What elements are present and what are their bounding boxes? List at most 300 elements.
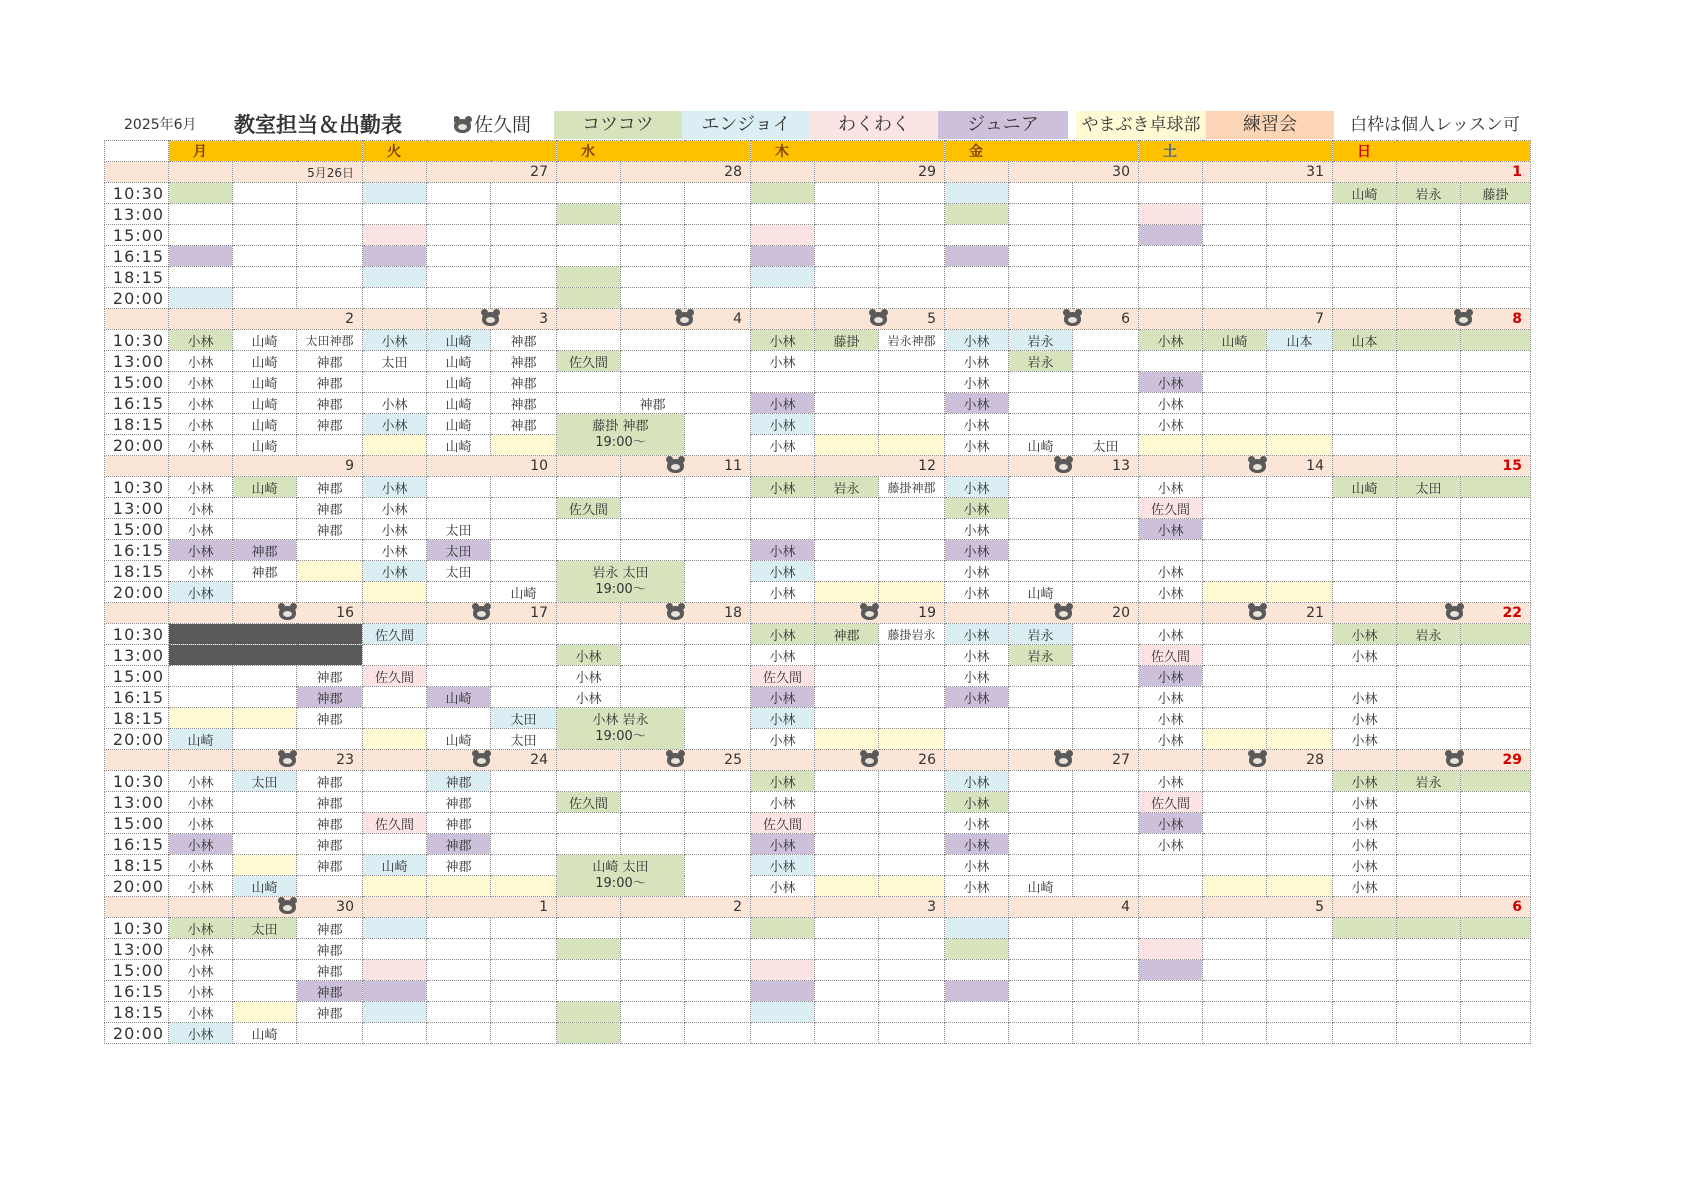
slot-cell [815, 267, 879, 288]
slot-cell [685, 351, 751, 372]
date-number: 4 [1121, 899, 1130, 915]
bear-slot [751, 162, 815, 183]
slot-cell [1397, 204, 1461, 225]
slot-cell [1461, 225, 1531, 246]
date-cell [815, 456, 945, 477]
time-row [105, 813, 1531, 834]
staff-name: 小林 [963, 796, 990, 812]
date-cell [1203, 162, 1333, 183]
slot-cell [1073, 687, 1139, 708]
slot-cell [1203, 204, 1267, 225]
slot-cell [815, 414, 879, 435]
slot-cell [879, 834, 945, 855]
slot-cell [751, 1023, 815, 1044]
date-cell [427, 897, 557, 918]
staff-name: 神郡 [445, 796, 472, 812]
bear-slot [363, 603, 427, 624]
slot-cell [491, 834, 557, 855]
staff-name: 神郡 [251, 565, 278, 581]
slot-cell [685, 330, 751, 351]
slot-cell [1267, 414, 1333, 435]
slot-cell [815, 708, 879, 729]
slot-cell [1461, 813, 1531, 834]
slot-cell [169, 813, 233, 834]
staff-name: 小林 [187, 397, 214, 413]
bear-slot [1139, 603, 1203, 624]
slot-cell [1073, 372, 1139, 393]
slot-cell [1461, 288, 1531, 309]
slot-cell [685, 183, 751, 204]
slot-cell [1333, 813, 1397, 834]
slot-cell [297, 876, 363, 897]
slot-cell [1139, 540, 1203, 561]
slot-cell [685, 498, 751, 519]
bear-slot [169, 750, 233, 771]
slot-cell [751, 519, 815, 540]
date-cell [1203, 897, 1333, 918]
slot-cell [685, 246, 751, 267]
slot-cell [557, 1023, 621, 1044]
slot-cell [1267, 351, 1333, 372]
slot-cell [1461, 855, 1531, 876]
slot-cell [945, 771, 1009, 792]
slot-cell [1073, 351, 1139, 372]
slot-cell [363, 834, 427, 855]
slot-cell [1073, 960, 1139, 981]
slot-cell [1073, 876, 1139, 897]
slot-cell [1203, 477, 1267, 498]
date-cell [815, 897, 945, 918]
weekday-5: 金 [945, 141, 1139, 162]
slot-cell [1139, 414, 1203, 435]
slot-cell [1267, 540, 1333, 561]
slot-cell [621, 540, 685, 561]
time-label: 13:00 [105, 939, 169, 960]
slot-cell [297, 582, 363, 603]
slot-cell [1203, 540, 1267, 561]
slot-cell [427, 204, 491, 225]
time-row [105, 330, 1531, 351]
slot-cell [1009, 267, 1073, 288]
staff-name: 小林 [963, 691, 990, 707]
time-label: 15:00 [105, 372, 169, 393]
time-row [105, 855, 1531, 876]
slot-cell [1267, 624, 1333, 645]
bear-slot [169, 603, 233, 624]
slot-cell [427, 981, 491, 1002]
slot-cell [1009, 876, 1073, 897]
staff-name: 神郡 [316, 859, 343, 875]
slot-cell [233, 414, 297, 435]
slot-cell [233, 918, 297, 939]
slot-cell [1461, 393, 1531, 414]
staff-name: 神郡 [445, 817, 472, 833]
date-cell [1397, 750, 1531, 771]
slot-cell [297, 330, 363, 351]
bear-slot [557, 456, 621, 477]
date-number: 2 [345, 311, 354, 327]
slot-cell [1073, 498, 1139, 519]
slot-cell [169, 330, 233, 351]
staff-name: 小林 [187, 376, 214, 392]
slot-cell [363, 246, 427, 267]
slot-cell [621, 393, 685, 414]
date-cell [621, 309, 751, 330]
date-cell [621, 456, 751, 477]
slot-cell [1139, 729, 1203, 750]
slot-cell [233, 393, 297, 414]
slot-cell [1203, 225, 1267, 246]
slot-cell [685, 519, 751, 540]
staff-name: 小林 [769, 334, 796, 350]
slot-cell [1397, 645, 1461, 666]
slot-cell [491, 183, 557, 204]
staff-name: 小林 [187, 586, 214, 602]
slot-cell [557, 351, 621, 372]
slot-cell [945, 1002, 1009, 1023]
slot-cell [815, 225, 879, 246]
slot-cell [233, 204, 297, 225]
staff-name: 神郡 [639, 397, 666, 413]
slot-cell [1203, 708, 1267, 729]
slot-cell [1203, 981, 1267, 1002]
slot-cell [1139, 204, 1203, 225]
staff-name: 小林 [963, 838, 990, 854]
time-label: 18:15 [105, 561, 169, 582]
slot-cell [815, 561, 879, 582]
slot-cell [879, 792, 945, 813]
slot-cell [1267, 372, 1333, 393]
slot-cell [297, 855, 363, 876]
slot-cell [1397, 225, 1461, 246]
event-line-2: 19:00〜 [595, 581, 646, 597]
slot-cell [169, 246, 233, 267]
slot-cell [1267, 267, 1333, 288]
date-number: 4 [733, 311, 742, 327]
bear-icon [667, 459, 684, 473]
slot-cell [621, 330, 685, 351]
bear-icon [482, 312, 499, 326]
slot-cell [1397, 393, 1461, 414]
bear-slot [1139, 456, 1203, 477]
slot-cell [363, 288, 427, 309]
staff-name: 小林 [963, 775, 990, 791]
slot-cell [1461, 1023, 1531, 1044]
staff-name: 佐久間 [568, 796, 608, 812]
staff-name: 神郡 [316, 943, 343, 959]
slot-cell [491, 246, 557, 267]
time-label: 15:00 [105, 960, 169, 981]
bear-icon [279, 606, 296, 620]
time-label: 20:00 [105, 876, 169, 897]
slot-cell [297, 540, 363, 561]
slot-cell [685, 288, 751, 309]
date-number: 28 [1306, 752, 1324, 768]
slot-cell [685, 225, 751, 246]
date-cell [427, 162, 557, 183]
bear-icon [1446, 606, 1463, 620]
bear-slot [363, 750, 427, 771]
slot-cell [1073, 414, 1139, 435]
staff-name: 山崎 [1027, 880, 1054, 896]
slot-cell [879, 876, 945, 897]
slot-cell [1009, 918, 1073, 939]
time-row [105, 561, 1531, 582]
slot-cell [879, 372, 945, 393]
bear-slot [751, 750, 815, 771]
staff-name: 太田 [1092, 439, 1119, 455]
slot-cell [621, 771, 685, 792]
staff-name: 太田 [1415, 481, 1442, 497]
slot-cell [1073, 981, 1139, 1002]
staff-name: 太田神郡 [305, 333, 354, 348]
staff-name: 小林 [1157, 733, 1184, 749]
time-row [105, 876, 1531, 897]
slot-cell [1397, 351, 1461, 372]
staff-name: 神郡 [316, 502, 343, 518]
staff-name: 山本 [1286, 334, 1313, 350]
slot-cell [1009, 372, 1073, 393]
date-number: 29 [918, 164, 936, 180]
slot-cell [1267, 435, 1333, 456]
slot-cell [427, 414, 491, 435]
staff-name: 神郡 [445, 838, 472, 854]
time-row [105, 288, 1531, 309]
slot-cell [621, 981, 685, 1002]
staff-name: 神郡 [316, 397, 343, 413]
slot-cell [815, 498, 879, 519]
staff-name: 小林 [187, 334, 214, 350]
slot-cell [363, 477, 427, 498]
slot-cell [233, 1023, 297, 1044]
staff-name: 山崎 [251, 376, 278, 392]
slot-cell [751, 246, 815, 267]
time-row [105, 204, 1531, 225]
staff-name: 小林 [381, 397, 408, 413]
slot-cell [621, 519, 685, 540]
slot-cell [1139, 330, 1203, 351]
slot-cell [169, 666, 233, 687]
bear-slot [169, 162, 233, 183]
slot-cell [945, 393, 1009, 414]
staff-name: 小林 [963, 439, 990, 455]
slot-cell [879, 771, 945, 792]
staff-name: 藤掛神郡 [887, 480, 936, 495]
date-number: 25 [724, 752, 742, 768]
date-number: 6 [1512, 899, 1522, 915]
slot-cell [1333, 792, 1397, 813]
slot-cell [297, 519, 363, 540]
slot-cell [1073, 183, 1139, 204]
slot-cell [427, 519, 491, 540]
slot-cell [1139, 834, 1203, 855]
slot-cell [169, 519, 233, 540]
staff-name: 太田 [445, 565, 472, 581]
slot-cell [233, 267, 297, 288]
slot-cell [945, 288, 1009, 309]
slot-cell [815, 918, 879, 939]
staff-name: 小林 [1351, 775, 1378, 791]
slot-cell [879, 435, 945, 456]
bear-slot [557, 162, 621, 183]
staff-name: 佐久間 [762, 817, 802, 833]
slot-cell [751, 351, 815, 372]
slot-cell [1267, 666, 1333, 687]
slot-cell [427, 1023, 491, 1044]
slot-cell [1397, 540, 1461, 561]
slot-cell [945, 267, 1009, 288]
slot-cell [1073, 1002, 1139, 1023]
slot-cell [621, 645, 685, 666]
slot-cell [297, 225, 363, 246]
slot-cell [1009, 834, 1073, 855]
slot-cell [297, 813, 363, 834]
slot-cell [621, 792, 685, 813]
staff-name: 小林 [769, 838, 796, 854]
date-number: 1 [1512, 164, 1522, 180]
slot-cell [1397, 666, 1461, 687]
slot-cell [685, 792, 751, 813]
slot-cell [1461, 540, 1531, 561]
slot-cell [815, 666, 879, 687]
slot-cell [233, 225, 297, 246]
slot-cell [1009, 225, 1073, 246]
date-cell [1009, 456, 1139, 477]
slot-cell [427, 225, 491, 246]
date-cell [1009, 897, 1139, 918]
slot-cell [1267, 1023, 1333, 1044]
slot-cell [1333, 876, 1397, 897]
staff-name: 山崎 [1027, 586, 1054, 602]
slot-cell [1073, 918, 1139, 939]
bear-icon [1446, 753, 1463, 767]
slot-cell [363, 540, 427, 561]
slot-cell [1397, 687, 1461, 708]
slot-cell [169, 1023, 233, 1044]
slot-cell [363, 225, 427, 246]
staff-name: 小林 [769, 649, 796, 665]
slot-cell [169, 393, 233, 414]
time-row [105, 1023, 1531, 1044]
staff-name: 神郡 [316, 964, 343, 980]
staff-name: 小林 [1157, 397, 1184, 413]
staff-name: 小林 [1157, 334, 1184, 350]
staff-name: 小林 [187, 502, 214, 518]
staff-name: 小林 [187, 523, 214, 539]
slot-cell [427, 687, 491, 708]
slot-cell [1461, 666, 1531, 687]
slot-cell [1397, 582, 1461, 603]
corner-cell [105, 141, 169, 162]
staff-name: 小林 [1157, 628, 1184, 644]
slot-cell [297, 561, 363, 582]
slot-cell [363, 414, 427, 435]
blocked-slot [169, 624, 363, 645]
slot-cell [1333, 834, 1397, 855]
staff-name: 佐久間 [374, 670, 414, 686]
staff-name: 小林 [381, 481, 408, 497]
slot-cell [945, 477, 1009, 498]
slot-cell [751, 498, 815, 519]
slot-cell [751, 225, 815, 246]
event-line-2: 19:00〜 [595, 875, 646, 891]
time-row [105, 351, 1531, 372]
time-row [105, 393, 1531, 414]
date-cell [621, 603, 751, 624]
slot-cell [169, 939, 233, 960]
date-cell [427, 750, 557, 771]
slot-cell [879, 666, 945, 687]
time-label: 16:15 [105, 687, 169, 708]
slot-cell [363, 729, 427, 750]
slot-cell [685, 540, 751, 561]
slot-cell [1397, 792, 1461, 813]
slot-cell [557, 246, 621, 267]
staff-name: 小林 [1157, 838, 1184, 854]
date-cell [1203, 603, 1333, 624]
staff-name: 岩永 [1027, 628, 1054, 644]
staff-name: 岩永 [1027, 334, 1054, 350]
slot-cell [297, 708, 363, 729]
slot-cell [233, 498, 297, 519]
slot-cell [1333, 771, 1397, 792]
slot-cell [945, 939, 1009, 960]
slot-cell [1267, 918, 1333, 939]
slot-cell [1203, 498, 1267, 519]
slot-cell [879, 939, 945, 960]
slot-cell [491, 582, 557, 603]
weekday-4: 木 [751, 141, 945, 162]
date-number: 23 [336, 752, 354, 768]
slot-cell [1397, 708, 1461, 729]
slot-cell [1073, 1023, 1139, 1044]
slot-cell [557, 267, 621, 288]
slot-cell [1397, 519, 1461, 540]
slot-cell [1009, 393, 1073, 414]
slot-cell [233, 687, 297, 708]
event-line-1: 岩永 太田 [592, 565, 649, 581]
slot-cell [879, 288, 945, 309]
slot-cell [1333, 204, 1397, 225]
staff-name: 小林 [187, 1027, 214, 1043]
slot-cell [751, 645, 815, 666]
staff-name: 小林 [381, 502, 408, 518]
date-number: 13 [1112, 458, 1130, 474]
slot-cell [815, 1023, 879, 1044]
slot-cell [233, 792, 297, 813]
bear-slot [751, 456, 815, 477]
slot-cell [1009, 288, 1073, 309]
staff-name: 小林 [963, 418, 990, 434]
staff-name: 小林 [187, 418, 214, 434]
slot-cell [621, 960, 685, 981]
week-date-row [105, 750, 1531, 771]
bear-slot [751, 309, 815, 330]
slot-cell [1073, 435, 1139, 456]
slot-cell [557, 225, 621, 246]
staff-name: 佐久間 [762, 670, 802, 686]
slot-cell [169, 792, 233, 813]
slot-cell [1267, 813, 1333, 834]
staff-name: 神郡 [316, 355, 343, 371]
staff-name: 小林 [963, 544, 990, 560]
slot-cell [1397, 939, 1461, 960]
slot-cell [685, 687, 751, 708]
bear-icon [1249, 459, 1266, 473]
time-row [105, 414, 1531, 435]
date-cell [815, 750, 945, 771]
slot-cell [685, 708, 751, 750]
